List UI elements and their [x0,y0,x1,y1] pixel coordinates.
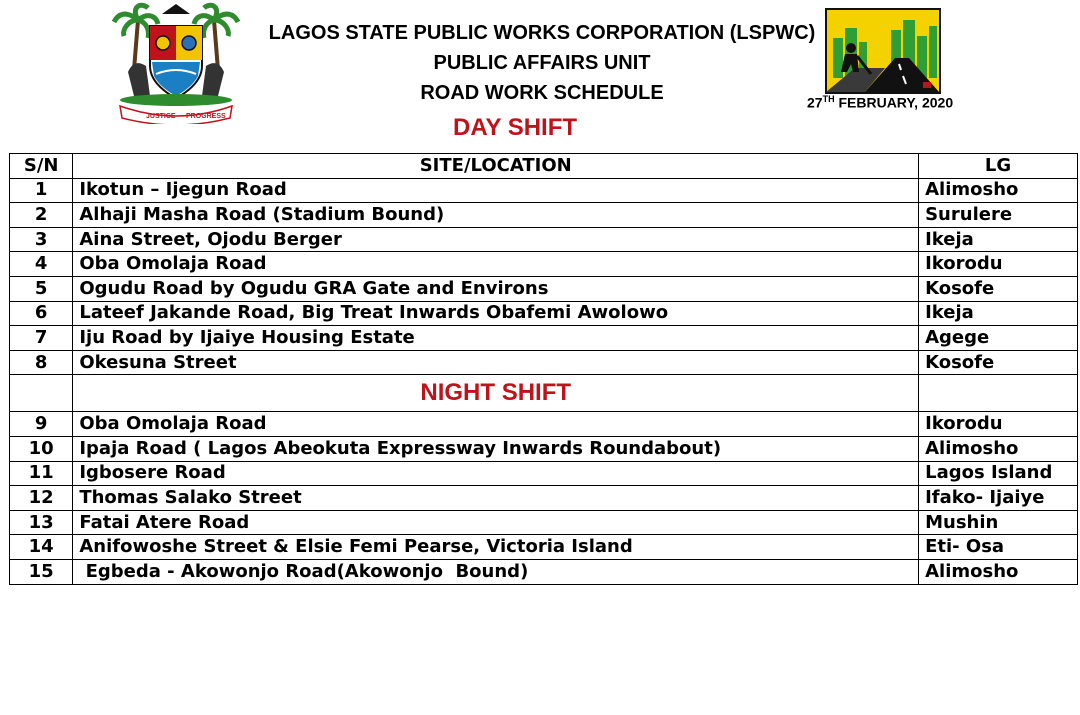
motto-right: PROGRESS [186,113,226,120]
row-lg: Kosofe [919,350,1078,375]
row-sn: 12 [10,486,73,511]
row-site: Okesuna Street [73,350,919,375]
date-day: 27 [807,94,823,111]
header-sn: S/N [10,154,73,179]
table-row [10,252,1078,277]
row-sn: 11 [10,461,73,486]
row-sn: 5 [10,276,73,301]
date-rest: FEBRUARY, 2020 [834,94,954,111]
lspwc-logo [825,8,941,94]
row-lg: Eti- Osa [919,535,1078,560]
date-suffix: TH [822,94,835,104]
row-lg: Lagos Island [919,461,1078,486]
night-shift-title: NIGHT SHIFT [73,375,919,412]
row-lg: Ikorodu [919,412,1078,437]
row-lg: Ikorodu [919,252,1078,277]
header-block [262,18,822,108]
row-sn: 1 [10,178,73,203]
table-row [10,276,1078,301]
row-sn: 7 [10,326,73,351]
road-work-table [9,153,1078,585]
day-shift-title: DAY SHIFT [452,114,578,141]
table-row [10,412,1078,437]
row-lg: Kosofe [919,276,1078,301]
row-site: Anifowoshe Street & Elsie Femi Pearse, Victoria Island [73,535,919,560]
row-sn: 2 [10,203,73,228]
row-lg: Surulere [919,203,1078,228]
lagos-coat-of-arms-logo [112,0,240,124]
row-lg: Mushin [919,510,1078,535]
row-sn: 3 [10,227,73,252]
table-row [10,350,1078,375]
table-row [10,227,1078,252]
row-site: Alhaji Masha Road (Stadium Bound) [73,203,919,228]
motto-left: JUSTICE [146,113,176,120]
row-lg: Alimosho [919,559,1078,584]
table-row [10,301,1078,326]
table-header-row [10,154,1078,179]
row-lg: Ifako- Ijaiye [919,486,1078,511]
table-row [10,510,1078,535]
row-lg: Ikeja [919,227,1078,252]
row-sn: 14 [10,535,73,560]
row-site: Igbosere Road [73,461,919,486]
row-sn: 10 [10,436,73,461]
row-lg: Alimosho [919,436,1078,461]
row-site: Iju Road by Ijaiye Housing Estate [73,326,919,351]
header-title: LAGOS STATE PUBLIC WORKS CORPORATION (LSPWC) [268,22,816,44]
row-site: Ogudu Road by Ogudu GRA Gate and Environs [73,276,919,301]
table-row [10,436,1078,461]
row-sn: 15 [10,559,73,584]
row-sn: 8 [10,350,73,375]
header-subtitle: PUBLIC AFFAIRS UNIT [433,52,651,74]
row-site: Ipaja Road ( Lagos Abeokuta Expressway Inwards Roundabout) [73,436,919,461]
table-row [10,535,1078,560]
row-lg: Ikeja [919,301,1078,326]
row-sn: 6 [10,301,73,326]
schedule-date [807,94,953,111]
table-row [10,326,1078,351]
header-schedule-title: ROAD WORK SCHEDULE [420,82,664,104]
table-row [10,486,1078,511]
night-shift-row [10,375,1078,412]
row-site: Oba Omolaja Road [73,412,919,437]
table-row [10,178,1078,203]
table-row [10,559,1078,584]
row-sn: 13 [10,510,73,535]
table-row [10,461,1078,486]
row-site: Lateef Jakande Road, Big Treat Inwards Obafemi Awolowo [73,301,919,326]
row-site: Egbeda - Akowonjo Road(Akowonjo Bound) [73,559,919,584]
header-site-location: SITE/LOCATION [73,154,919,179]
night-empty-sn [10,375,73,412]
row-site: Ikotun – Ijegun Road [73,178,919,203]
row-sn: 9 [10,412,73,437]
row-lg: Alimosho [919,178,1078,203]
row-site: Oba Omolaja Road [73,252,919,277]
row-site: Fatai Atere Road [73,510,919,535]
row-sn: 4 [10,252,73,277]
header-lg: LG [919,154,1078,179]
table-row [10,203,1078,228]
row-site: Aina Street, Ojodu Berger [73,227,919,252]
night-empty-lg [919,375,1078,412]
row-lg: Agege [919,326,1078,351]
row-site: Thomas Salako Street [73,486,919,511]
